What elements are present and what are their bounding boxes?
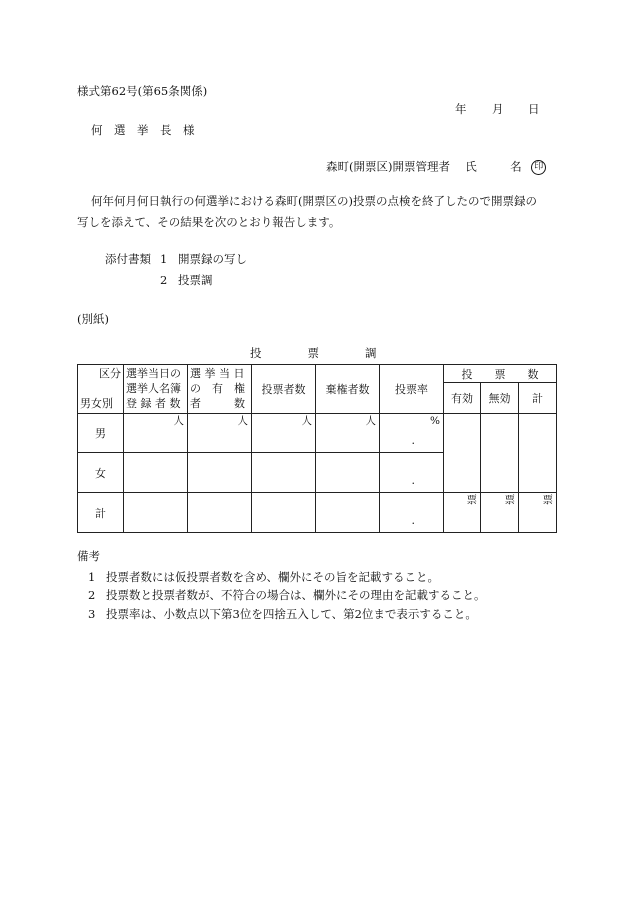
attachment-no-1: 1 — [160, 252, 168, 266]
corner-top: 区分 — [99, 367, 121, 380]
unit-ballot: 票 — [542, 494, 553, 506]
header-total: 計 — [519, 383, 557, 414]
corner-cell — [78, 365, 124, 414]
cell-valid-mf — [444, 414, 481, 493]
cell-male-voters — [252, 414, 316, 453]
unit-ballot: 票 — [466, 494, 477, 506]
date-year: 年 — [455, 102, 467, 116]
remark-no-3: 3 — [88, 607, 96, 621]
header-rate: 投票率 — [380, 365, 444, 414]
cell-male-registered — [124, 414, 188, 453]
unit-percent: % — [430, 415, 440, 427]
header-registered — [124, 365, 188, 414]
cell-invalid-mf — [481, 414, 519, 493]
unit-person: 人 — [365, 415, 376, 427]
attachment-text-1: 開票録の写し — [178, 252, 247, 266]
cell-male-rate — [380, 414, 444, 453]
cell-male-abstain — [316, 414, 380, 453]
header-eligible-line-2: の 有 権 — [190, 381, 245, 395]
date-month: 月 — [492, 102, 504, 116]
cell-female-registered — [124, 453, 188, 493]
remark-text-3: 投票率は、小数点以下第3位を四捨五入して、第2位まで表示すること。 — [106, 607, 477, 621]
header-eligible-line-1: 選 挙 当 日 — [190, 367, 245, 380]
cell-total-rate — [380, 493, 444, 533]
cell-female-abstain — [316, 453, 380, 493]
header-abstain: 棄権者数 — [316, 365, 380, 414]
row-label-male: 男 — [78, 414, 124, 453]
cell-total-voters — [252, 493, 316, 533]
remark-no-1: 1 — [88, 570, 96, 584]
unit-ballot: 票 — [504, 494, 515, 506]
sender-org: 森町(開票区)開票管理者 — [326, 159, 450, 174]
unit-person: 人 — [237, 415, 248, 427]
attachment-no-2: 2 — [160, 273, 168, 287]
header-invalid: 無効 — [481, 383, 519, 414]
decimal-point: . — [411, 474, 415, 487]
cell-total-registered — [124, 493, 188, 533]
sender-line — [326, 160, 546, 175]
form-number: 様式第62号(第65条関係) — [77, 84, 208, 98]
cell-total-valid — [444, 493, 481, 533]
body-line-2: 写しを添えて、その結果を次のとおり報告します。 — [77, 215, 341, 229]
header-registered-line-2: 選挙人名簿 — [126, 381, 181, 395]
corner-bottom: 男女別 — [80, 396, 113, 410]
table-title: 投 票 調 — [250, 346, 377, 360]
attachment-text-2: 投票調 — [178, 273, 213, 287]
header-registered-line-3: 登 録 者 数 — [126, 396, 181, 410]
cell-total-invalid — [481, 493, 519, 533]
cell-total-total — [519, 493, 557, 533]
seal-mark: 印 — [531, 160, 546, 175]
unit-person: 人 — [301, 415, 312, 427]
header-eligible — [188, 365, 252, 414]
body-line-1: 何年何月何日執行の何選挙における森町(開票区の)投票の点検を終了したので開票録の — [91, 194, 537, 208]
annex-label: (別紙) — [77, 312, 109, 326]
addressee: 何 選 挙 長 様 — [91, 123, 195, 137]
sender-mei: 名 — [510, 159, 522, 174]
date-day: 日 — [528, 102, 540, 116]
decimal-point: . — [411, 514, 415, 527]
cell-male-eligible — [188, 414, 252, 453]
decimal-point: . — [411, 434, 415, 447]
cell-female-voters — [252, 453, 316, 493]
header-voters: 投票者数 — [252, 365, 316, 414]
cell-total-mf — [519, 414, 557, 493]
remarks-title: 備考 — [77, 549, 100, 563]
header-eligible-line-3: 者 数 — [190, 396, 245, 410]
cell-total-abstain — [316, 493, 380, 533]
row-label-total: 計 — [78, 493, 124, 533]
remark-text-2: 投票数と投票者数が、不符合の場合は、欄外にその理由を記載すること。 — [106, 588, 486, 602]
vote-survey-table — [77, 364, 557, 533]
row-label-female: 女 — [78, 453, 124, 493]
cell-female-rate — [380, 453, 444, 493]
header-valid: 有効 — [444, 383, 481, 414]
unit-person: 人 — [173, 415, 184, 427]
cell-female-eligible — [188, 453, 252, 493]
sender-shi: 氏 — [465, 159, 477, 174]
remark-no-2: 2 — [88, 588, 96, 602]
attachments-label: 添付書類 — [105, 252, 151, 266]
cell-total-eligible — [188, 493, 252, 533]
header-ballots: 投 票 数 — [444, 365, 557, 383]
remark-text-1: 投票者数には仮投票者数を含め、欄外にその旨を記載すること。 — [106, 570, 440, 584]
header-registered-line-1: 選挙当日の — [126, 367, 181, 380]
